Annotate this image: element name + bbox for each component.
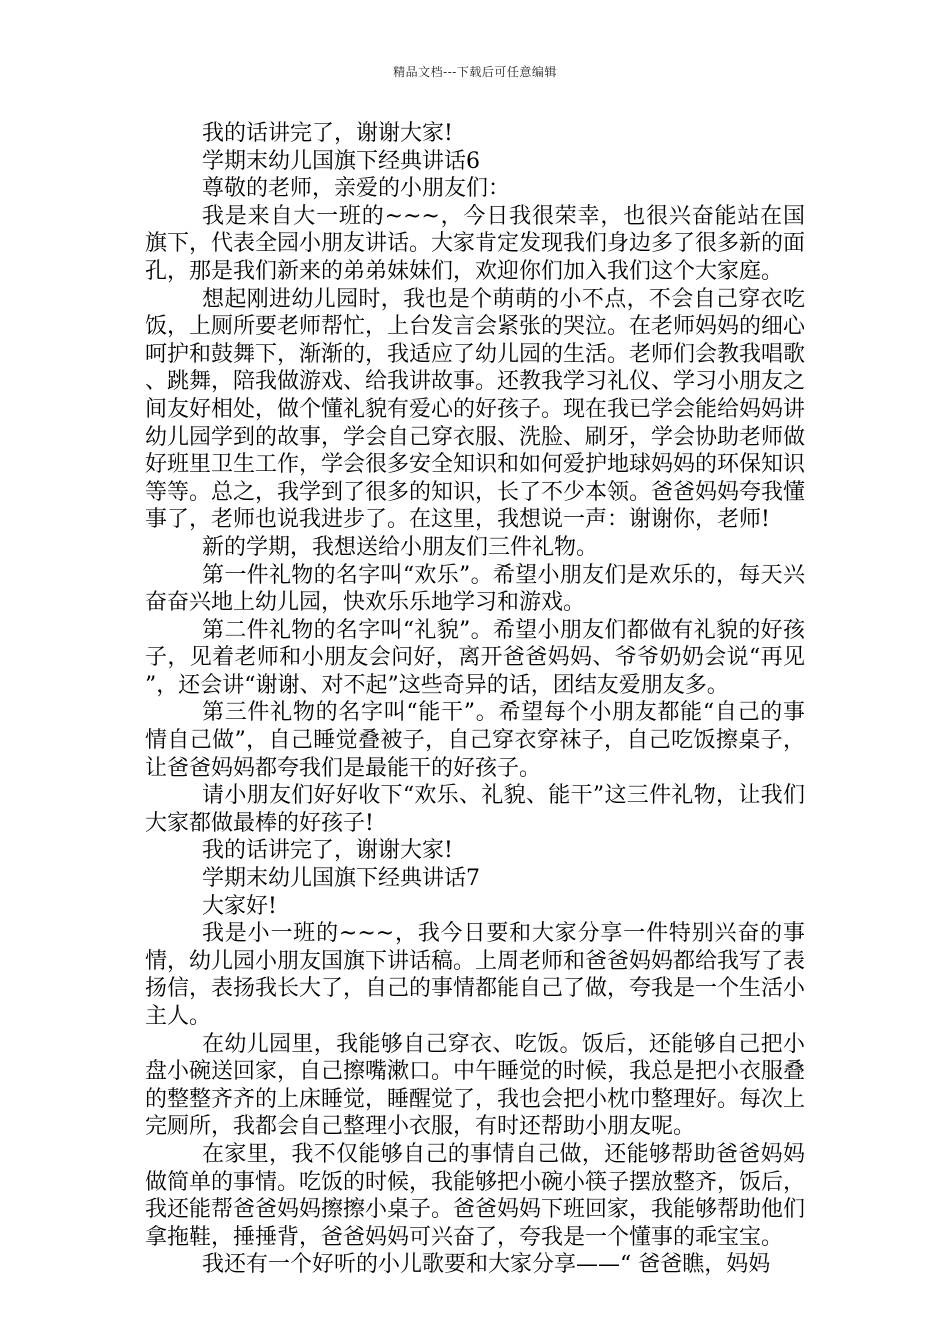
paragraph: 新的学期，我想送给小朋友们三件礼物。: [202, 534, 599, 560]
paragraph: 请小朋友们好好收下“欢乐、礼貌、能干”这三件礼物，让我们大家都做最棒的好孩子!: [145, 783, 805, 836]
paragraph: 第二件礼物的名字叫“礼貌”。希望小朋友们都做有礼貌的好孩子，见着老师和小朋友会问好，离开爸爸妈妈、爷爷奶奶会说“再见”，还会讲“谢谢、对不起”这些奇异的话，团结友爱朋友多。: [145, 617, 805, 698]
paragraph: 在幼儿园里，我能够自己穿衣、吃饭。饭后，还能够自己把小盘小碗送回家，自己擦嘴漱口。中午睡觉的时候，我总是把小衣服叠的整整齐齐的上床睡觉，睡醒觉了，我也会把小枕巾整理好。每次上完厕所，我都会自己整理小衣服，有时还帮助小朋友呢。: [145, 1031, 806, 1140]
paragraph: 第一件礼物的名字叫“欢乐”。希望小朋友们是欢乐的，每天兴奋奋兴地上幼儿园，快欢乐乐地学习和游戏。: [145, 562, 805, 616]
paragraph: 我的话讲完了，谢谢大家!: [202, 838, 453, 864]
paragraph: 我是小一班的~~~，我今日要和大家分享一件特别兴奋的事情，幼儿园小朋友国旗下讲话稿。上周老师和爸爸妈妈都给我写了表扬信，表扬我长大了，自己的事情都能自己了做，夸我是一个生活小主人。: [145, 921, 806, 1029]
paragraph: 想起刚进幼儿园时，我也是个萌萌的小不点，不会自己穿衣吃饭，上厕所要老师帮忙，上台发言会紧张的哭泣。在老师妈妈的细心呵护和鼓舞下，渐渐的，我适应了幼儿园的生活。老师们会教我唱歌、跳舞，陪我做游戏、给我讲故事。还教我学习礼仪、学习小朋友之间友好相处，做个懂礼貌有爱心的好孩子。现在我已学会能给妈妈讲幼儿园学到的故事，学会自己穿衣服、洗脸、刷牙，学会协助老师做好班里卫生工作，学会很多安全知识和如何爱护地球妈妈的环保知识等等。总之，我学到了很多的知识，长了不少本领。爸爸妈妈夸我懂事了，老师也说我进步了。在这里，我想说一声：谢谢你，老师!: [145, 286, 806, 533]
paragraph: 我的话讲完了，谢谢大家!: [202, 121, 453, 146]
section-title: 学期末幼儿国旗下经典讲话7: [202, 866, 480, 892]
document-body: [145, 120, 805, 1279]
salutation: 大家好!: [202, 893, 277, 919]
page-header: 精品文档---下载后可任意编辑: [393, 65, 557, 79]
paragraph: 我是来自大一班的~~~，今日我很荣幸，也很兴奋能站在国旗下，代表全园小朋友讲话。大家肯定发现我们身边多了很多新的面孔，那是我们新来的弟弟妹妹们，欢迎你们加入我们这个大家庭。: [145, 203, 806, 284]
paragraph: 我还有一个好听的小儿歌要和大家分享——“ 爸爸瞧，妈妈: [202, 1252, 771, 1278]
paragraph: 在家里，我不仅能够自己的事情自己做，还能够帮助爸爸妈妈做简单的事情。吃饭的时候，我能够把小碗小筷子摆放整齐，饭后，我还能帮爸爸妈妈擦擦小桌子。爸爸妈妈下班回家，我能够帮助他们拿拖鞋，捶捶背，爸爸妈妈可兴奋了，夸我是一个懂事的乖宝宝。: [145, 1141, 806, 1250]
paragraph: 第三件礼物的名字叫“能干”。希望每个小朋友都能“自己的事情自己做”，自己睡觉叠被子，自己穿衣穿袜子，自己吃饭擦桌子，让爸爸妈妈都夸我们是最能干的好孩子。: [145, 700, 805, 781]
section-title: 学期末幼儿国旗下经典讲话6: [202, 148, 480, 174]
salutation: 尊敬的老师，亲爱的小朋友们：: [202, 176, 511, 202]
